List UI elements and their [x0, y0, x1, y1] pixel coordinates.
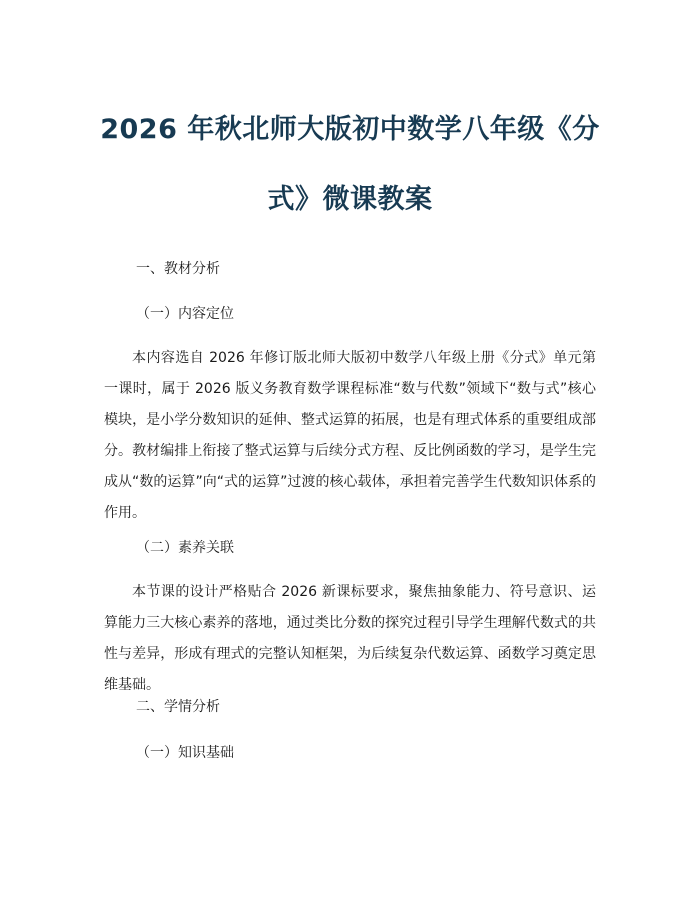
subheading-literacy-connection: （二）素养关联 — [136, 540, 234, 556]
section-heading-textbook-analysis: 一、教材分析 — [136, 261, 220, 277]
document-title-line-2: 式》微课教案 — [267, 184, 433, 215]
paragraph-content-positioning: 本内容选自 2026 年修订版北师大版初中数学八年级上册《分式》单元第一课时，属于 2026 版义务教育数学课程标准“数与代数”领域下“数与式”核心模块，是小学分数知识的延伸、整式运算的拓展，也是有理式体系的重要组成部分。教材编排上衔接了整式运算与后续分式方程、反比例函数的学习，是学生完成从“数的运算”向“式的运算”过渡的核心载体，承担着完善学生代数知识体系的作用。 — [104, 350, 596, 521]
subheading-knowledge-foundation: （一）知识基础 — [136, 745, 234, 761]
section-heading-student-analysis: 二、学情分析 — [136, 699, 220, 715]
document-title-line-1: 2026 年秋北师大版初中数学八年级《分 — [100, 114, 600, 145]
subheading-content-positioning: （一）内容定位 — [136, 306, 234, 322]
paragraph-literacy-connection: 本节课的设计严格贴合 2026 新课标要求，聚焦抽象能力、符号意识、运算能力三大核心素养的落地，通过类比分数的探究过程引导学生理解代数式的共性与差异，形成有理式的完整认知框架，为后续复杂代数运算、函数学习奠定思维基础。 — [104, 584, 596, 693]
